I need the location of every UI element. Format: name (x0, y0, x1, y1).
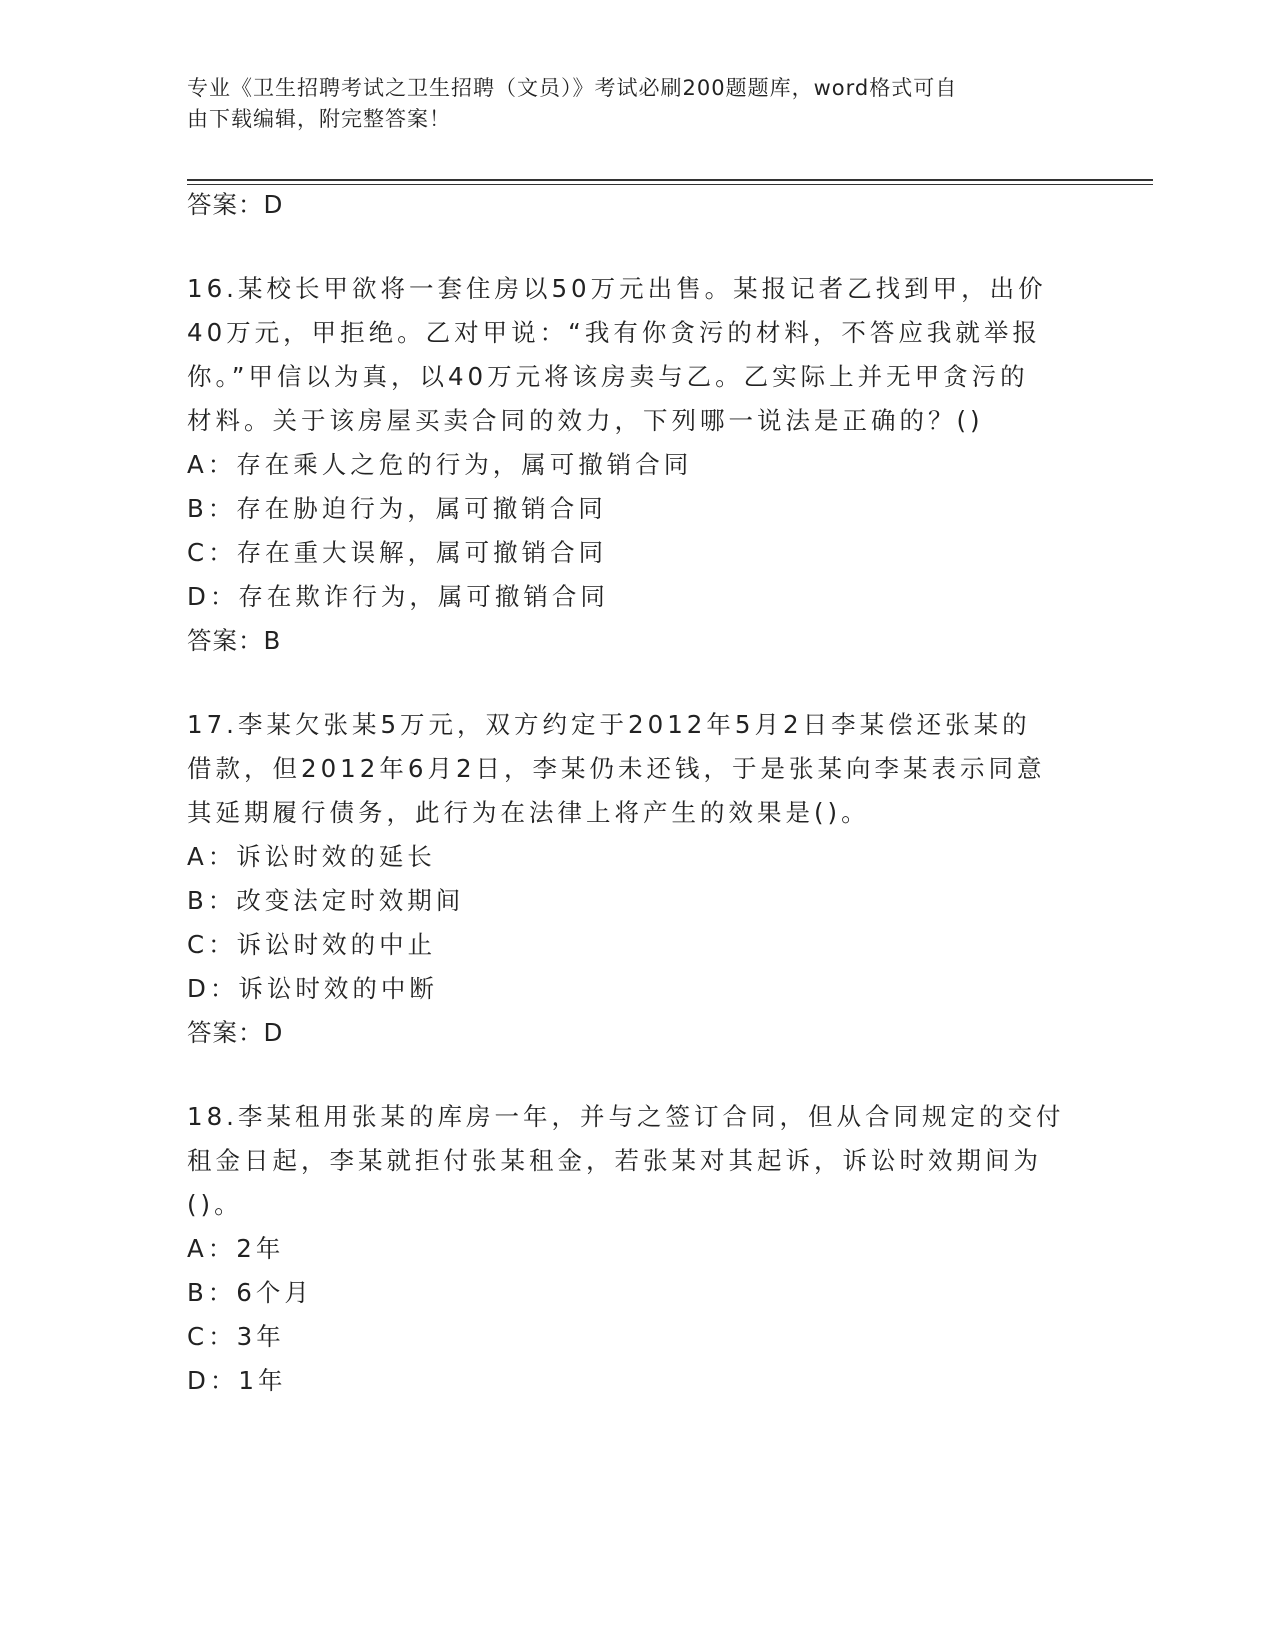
document-header (187, 73, 1067, 135)
q16-option-c: C：存在重大误解，属可撤销合同 (187, 538, 608, 567)
q18-option-c: C：3年 (187, 1322, 285, 1351)
q16-text-line-2: 40万元，甲拒绝。乙对甲说：“我有你贪污的材料，不答应我就举报 (187, 318, 1041, 347)
q16-option-d: D：存在欺诈行为，属可撤销合同 (187, 582, 609, 611)
q16-text-line-4: 材料。关于该房屋买卖合同的效力，下列哪一说法是正确的？() (187, 406, 984, 435)
q18-text-line-1: 18.李某租用张某的库房一年，并与之签订合同，但从合同规定的交付 (187, 1102, 1065, 1131)
header-line-2: 由下载编辑，附完整答案！ (187, 107, 451, 131)
q18-text-line-2: 租金日起，李某就拒付张某租金，若张某对其起诉，诉讼时效期间为 (187, 1146, 1042, 1175)
q17-option-c: C：诉讼时效的中止 (187, 930, 437, 959)
q16-text-line-1: 16.某校长甲欲将一套住房以50万元出售。某报记者乙找到甲，出价 (187, 274, 1047, 303)
q17-option-b: B：改变法定时效期间 (187, 886, 465, 915)
q17-text-line-3: 其延期履行债务，此行为在法律上将产生的效果是()。 (187, 798, 870, 827)
answer-15: 答案：D (187, 190, 284, 219)
header-rule-thick (187, 179, 1153, 181)
header-line-1: 专业《卫生招聘考试之卫生招聘（文员）》考试必刷200题题库，word格式可自 (187, 76, 958, 100)
q18-option-a: A：2年 (187, 1234, 285, 1263)
q18-option-d: D：1年 (187, 1366, 287, 1395)
q17-answer: 答案：D (187, 1018, 284, 1047)
q17-text-line-2: 借款，但2012年6月2日，李某仍未还钱，于是张某向李某表示同意 (187, 754, 1046, 783)
q16-text-line-3: 你。”甲信以为真，以40万元将该房卖与乙。乙实际上并无甲贪污的 (187, 362, 1029, 391)
q17-option-a: A：诉讼时效的延长 (187, 842, 436, 871)
q17-text-line-1: 17.李某欠张某5万元，双方约定于2012年5月2日李某偿还张某的 (187, 710, 1031, 739)
q18-option-b: B：6个月 (187, 1278, 313, 1307)
q16-option-a: A：存在乘人之危的行为，属可撤销合同 (187, 450, 693, 479)
header-rule-thin (187, 184, 1153, 185)
q18-text-line-3: ()。 (187, 1190, 243, 1219)
q16-option-b: B：存在胁迫行为，属可撤销合同 (187, 494, 607, 523)
q16-answer: 答案：B (187, 626, 282, 655)
q17-option-d: D：诉讼时效的中断 (187, 974, 438, 1003)
